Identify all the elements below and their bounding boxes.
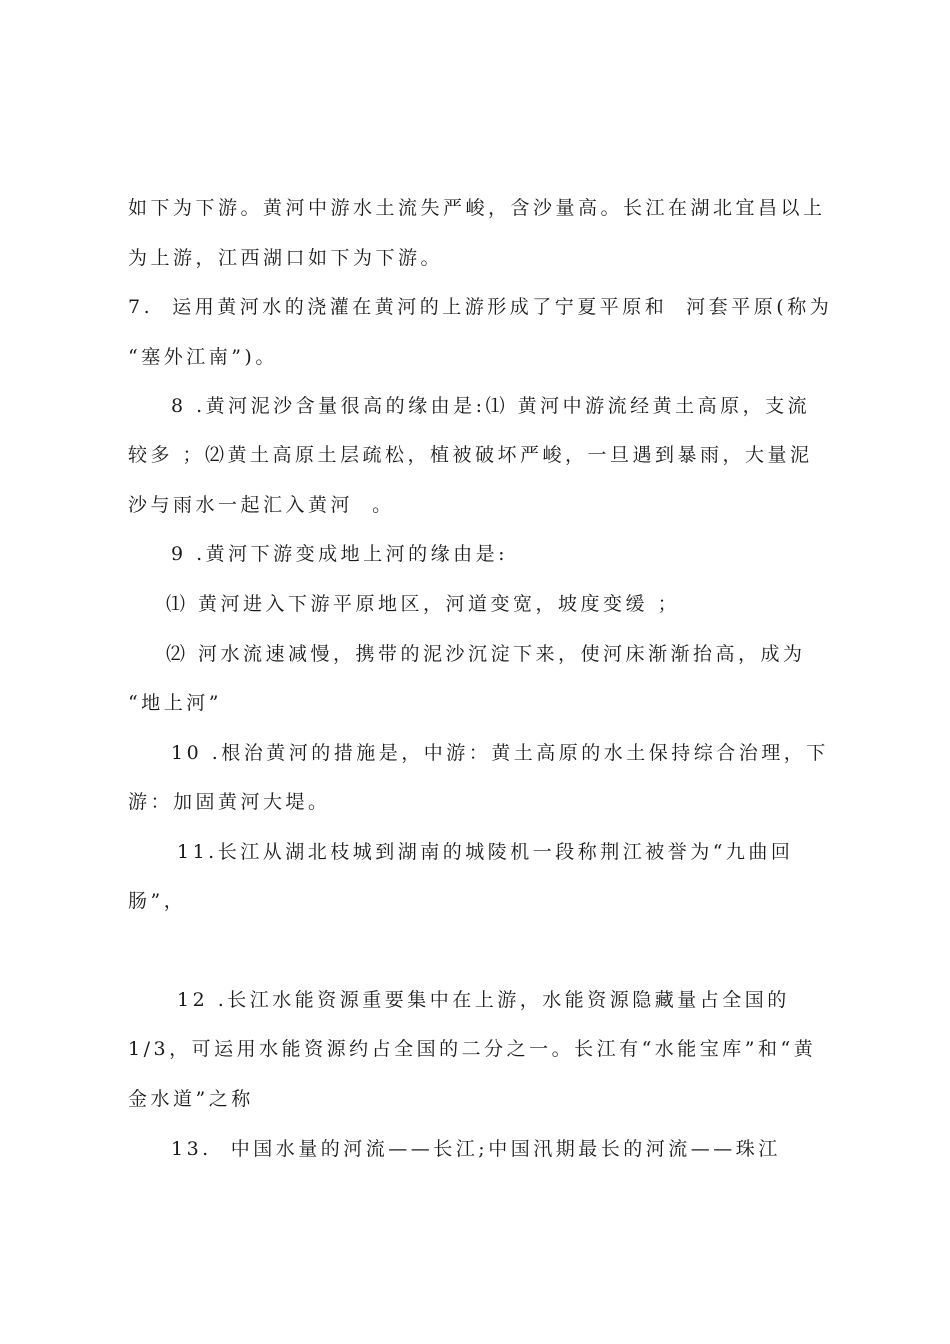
paragraph-line: 如下为下游。黄河中游水土流失严峻，含沙量高。长江在湖北宜昌以上 bbox=[128, 197, 826, 219]
paragraph-line: 12 .长江水能资源重要集中在上游，水能资源隐藏量占全国的 bbox=[177, 989, 790, 1011]
paragraph-line: 金水道”之称 bbox=[128, 1088, 254, 1110]
paragraph-line: “塞外江南”)。 bbox=[128, 346, 278, 368]
paragraph-line: 9 .黄河下游变成地上河的缘由是: bbox=[171, 543, 509, 565]
paragraph-line: ⑵ 河水流速减慢，携带的泥沙沉淀下来，使河床渐渐抬高，成为 bbox=[166, 643, 806, 665]
paragraph-line: 肠”， bbox=[128, 890, 187, 912]
paragraph-line: 13. 中国水量的河流——长江;中国汛期最长的河流——珠江 bbox=[171, 1138, 781, 1160]
paragraph-line: 较多 ；⑵黄土高原土层疏松，植被破坏严峻，一旦遇到暴雨，大量泥 bbox=[128, 444, 813, 466]
paragraph-line: 为上游，江西湖口如下为下游。 bbox=[128, 247, 444, 269]
paragraph-line: 7. 运用黄河水的浇灌在黄河的上游形成了宁夏平原和 河套平原(称为 bbox=[128, 296, 833, 318]
paragraph-line: 游：加固黄河大堤。 bbox=[128, 791, 331, 813]
paragraph-line: 沙与雨水一起汇入黄河 。 bbox=[128, 494, 395, 516]
paragraph-line: “地上河” bbox=[128, 692, 222, 714]
paragraph-line: 11.长江从湖北枝城到湖南的城陵机一段称荆江被誉为“九曲回 bbox=[177, 841, 794, 863]
paragraph-line: 10 .根治黄河的措施是，中游：黄土高原的水土保持综合治理，下 bbox=[171, 742, 829, 764]
paragraph-line: 8 .黄河泥沙含量很高的缘由是:⑴ 黄河中游流经黄土高原，支流 bbox=[171, 395, 811, 417]
paragraph-line: ⑴ 黄河进入下游平原地区，河道变宽，坡度变缓 ； bbox=[166, 593, 681, 615]
paragraph-line: 1/3，可运用水能资源约占全国的二分之一。长江有“水能宝库”和“黄 bbox=[128, 1038, 817, 1060]
